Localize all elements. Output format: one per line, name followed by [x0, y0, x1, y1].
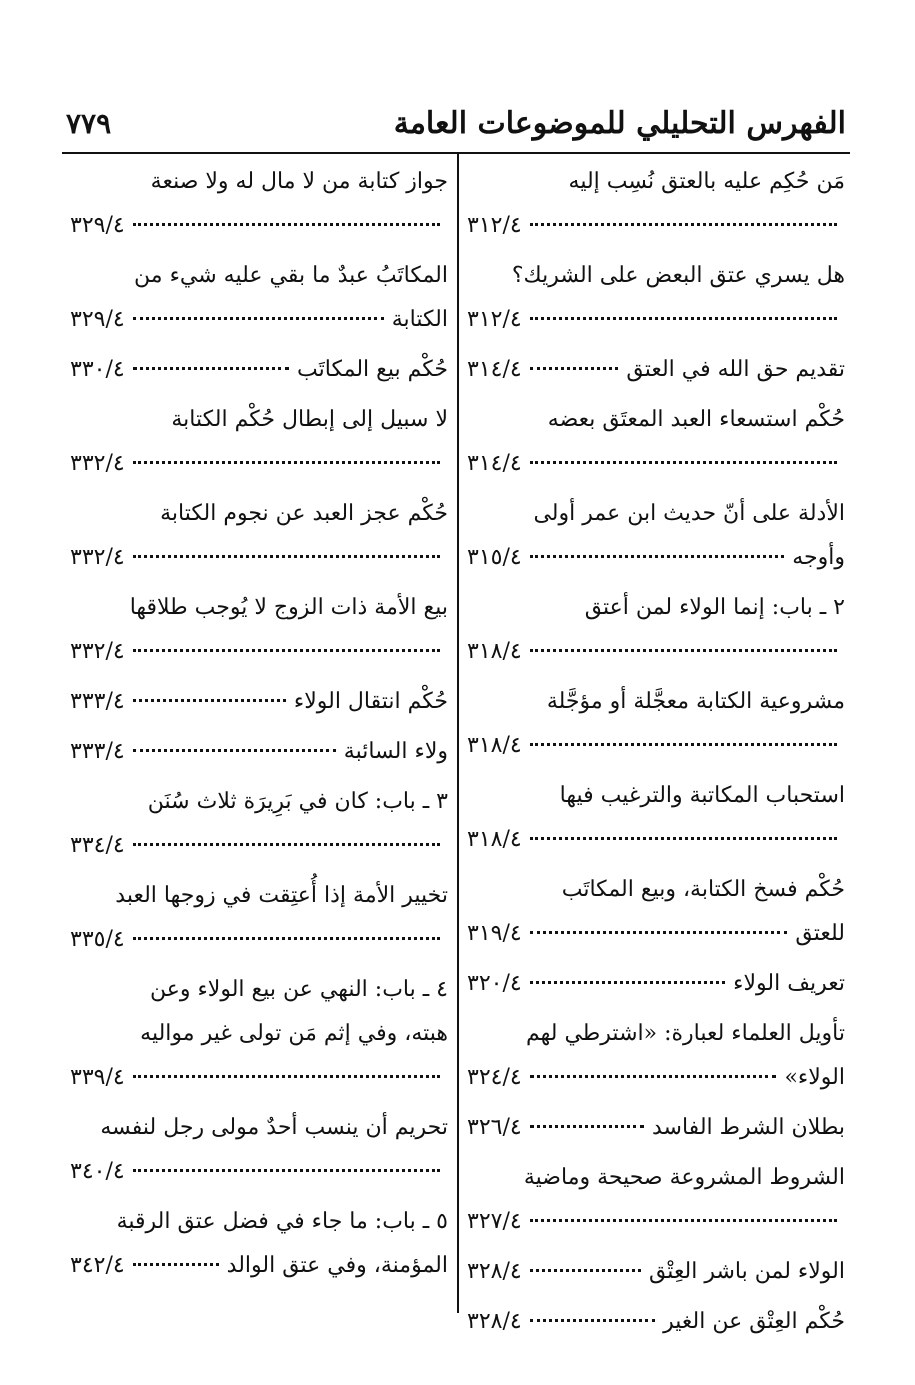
dot-leader [530, 1075, 777, 1078]
entry-text: حُكْم بيع المكاتَب [297, 357, 448, 382]
dot-leader [133, 223, 440, 226]
dot-leader [530, 1125, 644, 1128]
column-divider [457, 153, 459, 1313]
entry-page-ref: ٣١٨/٤ [467, 827, 522, 852]
entry-text: ٥ ـ باب: ما جاء في فضل عتق الرقبة [116, 1209, 448, 1234]
index-entry [467, 1156, 845, 1244]
entry-page-ref: ٣٢٠/٤ [467, 971, 522, 996]
entry-page-ref: ٣١٢/٤ [467, 213, 522, 238]
entry-text: استحباب المكاتبة والترغيب فيها [559, 783, 845, 808]
entry-page-ref: ٣٢٤/٤ [467, 1065, 522, 1090]
entry-page-line [70, 536, 448, 580]
entry-page-line [467, 348, 845, 392]
dot-leader [530, 981, 725, 984]
entry-page-ref: ٣٢٨/٤ [467, 1309, 522, 1334]
entry-text: تخيير الأمة إذا أُعتِقت في زوجها العبد [115, 883, 448, 908]
entry-page-ref: ٣١٢/٤ [467, 307, 522, 332]
entry-page-line [467, 204, 845, 248]
dot-leader [133, 749, 336, 752]
index-entry [467, 774, 845, 862]
dot-leader [133, 367, 289, 370]
index-column-left [70, 160, 448, 1294]
entry-text: الأدلة على أنّ حديث ابن عمر أولى [533, 501, 845, 526]
entry-text: تأويل العلماء لعبارة: «اشترطي لهم [525, 1021, 845, 1046]
entry-text: مشروعية الكتابة معجَّلة أو مؤجَّلة [546, 689, 845, 714]
entry-text: تحريم أن ينسب أحدٌ مولى رجل لنفسه [100, 1115, 448, 1140]
entry-page-line [467, 962, 845, 1006]
index-entry [70, 968, 448, 1100]
dot-leader [133, 1263, 219, 1266]
dot-leader [133, 555, 440, 558]
index-entry [70, 1200, 448, 1288]
index-entry [467, 254, 845, 342]
dot-leader [530, 367, 619, 370]
entry-page-ref: ٣٢٨/٤ [467, 1259, 522, 1284]
entry-text: الكتابة [391, 307, 448, 332]
entry-page-line [467, 536, 845, 580]
page-header [66, 98, 846, 148]
index-entry [70, 874, 448, 962]
index-entry [467, 1250, 845, 1294]
index-entry [467, 1012, 845, 1100]
entry-page-line [70, 1150, 448, 1194]
entry-page-line [70, 824, 448, 868]
index-column-right [467, 160, 845, 1350]
entry-page-line [467, 912, 845, 956]
index-entry [467, 586, 845, 674]
entry-page-line [70, 1244, 448, 1288]
dot-leader [133, 649, 440, 652]
entry-page-ref: ٣٣٢/٤ [70, 451, 125, 476]
index-entry [70, 254, 448, 342]
dot-leader [133, 1075, 440, 1078]
index-entry [467, 160, 845, 248]
entry-page-line [467, 298, 845, 342]
index-entry [70, 730, 448, 774]
index-entry [467, 1106, 845, 1150]
entry-page-ref: ٣٣٩/٤ [70, 1065, 125, 1090]
entry-page-ref: ٣٣٢/٤ [70, 639, 125, 664]
index-entry [70, 1106, 448, 1194]
dot-leader [530, 317, 837, 320]
dot-leader [133, 843, 440, 846]
entry-text: هل يسري عتق البعض على الشريك؟ [511, 263, 845, 288]
entry-page-line [467, 818, 845, 862]
entry-page-line [467, 724, 845, 768]
index-entry [467, 348, 845, 392]
index-entry [70, 780, 448, 868]
entry-page-line [70, 348, 448, 392]
entry-page-ref: ٣٣٣/٤ [70, 739, 125, 764]
entry-text: حُكْم فسخ الكتابة، وبيع المكاتَب [561, 877, 845, 902]
entry-page-ref: ٣٣٥/٤ [70, 927, 125, 952]
entry-text: ٣ ـ باب: كان في بَرِيرَة ثلاث سُنَن [147, 789, 448, 814]
entry-page-ref: ٣٣٣/٤ [70, 689, 125, 714]
entry-text: الشروط المشروعة صحيحة وماضية [523, 1165, 845, 1190]
entry-text: ٢ ـ باب: إنما الولاء لمن أعتق [584, 595, 845, 620]
header-rule [62, 152, 850, 154]
entry-text: تقديم حق الله في العتق [626, 357, 845, 382]
dot-leader [133, 937, 440, 940]
entry-page-ref: ٣١٥/٤ [467, 545, 522, 570]
entry-page-ref: ٣١٨/٤ [467, 733, 522, 758]
entry-text: ٤ ـ باب: النهي عن بيع الولاء وعن [149, 977, 448, 1002]
entry-text: بطلان الشرط الفاسد [652, 1115, 845, 1140]
dot-leader [530, 1269, 641, 1272]
index-entry [467, 1300, 845, 1344]
index-entry [70, 160, 448, 248]
entry-text: الولاء لمن باشر العِتْق [648, 1259, 845, 1284]
dot-leader [133, 317, 384, 320]
dot-leader [530, 1319, 655, 1322]
dot-leader [530, 743, 837, 746]
entry-page-line [467, 1200, 845, 1244]
entry-text: ولاء السائبة [343, 739, 448, 764]
entry-page-line [70, 918, 448, 962]
entry-page-ref: ٣٣٠/٤ [70, 357, 125, 382]
entry-text: بيع الأمة ذات الزوج لا يُوجب طلاقها [129, 595, 448, 620]
entry-text: هبته، وفي إثم مَن تولى غير مواليه [140, 1021, 448, 1046]
index-entry [70, 348, 448, 392]
entry-page-line [70, 680, 448, 724]
index-entry [467, 868, 845, 956]
entry-text: حُكْم استسعاء العبد المعتَق بعضه [547, 407, 845, 432]
entry-text: وأوجه [792, 545, 845, 570]
entry-page-line [70, 1056, 448, 1100]
entry-page-ref: ٣٣٤/٤ [70, 833, 125, 858]
dot-leader [133, 1169, 440, 1172]
entry-page-ref: ٣٤٠/٤ [70, 1159, 125, 1184]
index-entry [467, 962, 845, 1006]
entry-page-ref: ٣١٨/٤ [467, 639, 522, 664]
index-entry [467, 492, 845, 580]
dot-leader [530, 931, 788, 934]
entry-page-line [467, 1250, 845, 1294]
page-number: ٧٧٩ [66, 106, 112, 140]
entry-page-line [70, 630, 448, 674]
entry-page-line [467, 1300, 845, 1344]
entry-page-ref: ٣١٩/٤ [467, 921, 522, 946]
entry-page-ref: ٣٢٦/٤ [467, 1115, 522, 1140]
entry-page-line [467, 1056, 845, 1100]
entry-page-line [467, 1106, 845, 1150]
entry-text: حُكْم العِتْق عن الغير [663, 1309, 845, 1334]
entry-page-line [467, 442, 845, 486]
page-title: الفهرس التحليلي للموضوعات العامة [393, 105, 846, 141]
entry-text: الولاء» [784, 1065, 845, 1090]
entry-page-ref: ٣٢٧/٤ [467, 1209, 522, 1234]
dot-leader [133, 461, 440, 464]
entry-page-line [70, 730, 448, 774]
entry-text: لا سبيل إلى إبطال حُكْم الكتابة [171, 407, 448, 432]
index-entry [467, 398, 845, 486]
entry-page-ref: ٣١٤/٤ [467, 451, 522, 476]
entry-text: مَن حُكِم عليه بالعتق نُسِب إليه [568, 169, 845, 194]
index-entry [70, 680, 448, 724]
entry-text: جواز كتابة من لا مال له ولا صنعة [150, 169, 448, 194]
entry-page-ref: ٣١٤/٤ [467, 357, 522, 382]
entry-text: المكاتَبُ عبدٌ ما بقي عليه شيء من [134, 263, 448, 288]
entry-text: للعتق [795, 921, 845, 946]
index-entry [70, 586, 448, 674]
entry-page-line [70, 298, 448, 342]
dot-leader [530, 1219, 837, 1222]
index-entry [70, 492, 448, 580]
entry-text: حُكْم عجز العبد عن نجوم الكتابة [160, 501, 448, 526]
index-entry [70, 398, 448, 486]
entry-page-ref: ٣٤٢/٤ [70, 1253, 125, 1278]
entry-text: المؤمنة، وفي عتق الوالد [226, 1253, 448, 1278]
dot-leader [530, 461, 837, 464]
index-entry [467, 680, 845, 768]
dot-leader [530, 837, 837, 840]
entry-page-ref: ٣٢٩/٤ [70, 213, 125, 238]
entry-text: تعريف الولاء [733, 971, 845, 996]
entry-page-line [70, 442, 448, 486]
entry-page-ref: ٣٢٩/٤ [70, 307, 125, 332]
dot-leader [133, 699, 286, 702]
entry-text: حُكْم انتقال الولاء [293, 689, 448, 714]
dot-leader [530, 555, 785, 558]
entry-page-line [70, 204, 448, 248]
dot-leader [530, 223, 837, 226]
dot-leader [530, 649, 837, 652]
entry-page-ref: ٣٣٢/٤ [70, 545, 125, 570]
entry-page-line [467, 630, 845, 674]
